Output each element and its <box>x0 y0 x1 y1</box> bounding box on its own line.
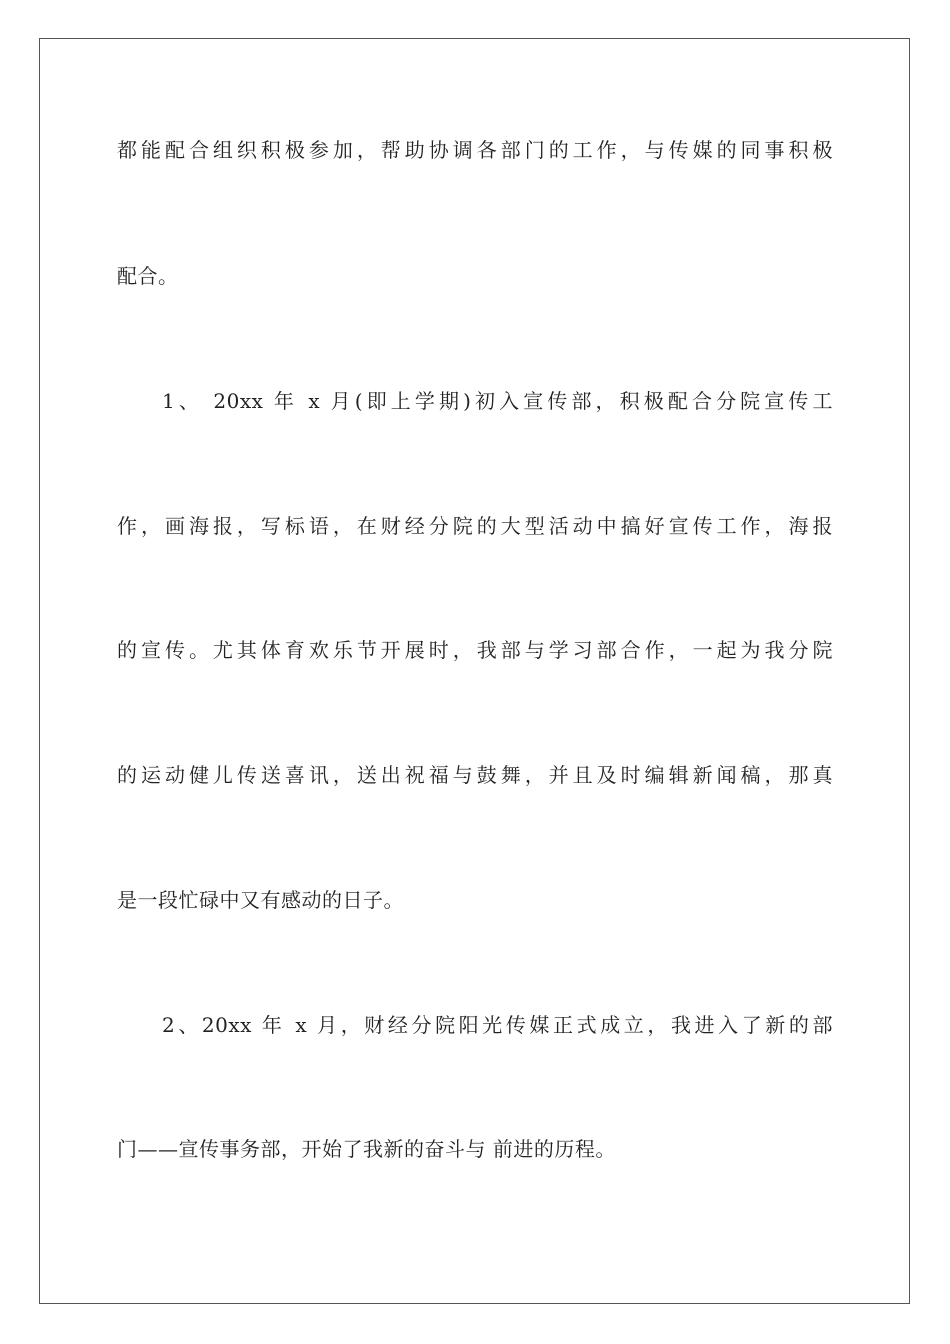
text-line-4: 作，画海报，写标语，在财经分院的大型活动中搞好宣传工作，海报 <box>117 514 833 538</box>
text-line-3: 1、 20xx 年 x 月(即上学期)初入宣传部，积极配合分院宣传工 <box>162 389 833 413</box>
text-line-7: 是一段忙碌中又有感动的日子。 <box>117 888 404 912</box>
text-line-1: 都能配合组织积极参加，帮助协调各部门的工作，与传媒的同事积极 <box>117 138 833 162</box>
text-line-6: 的运动健儿传送喜讯，送出祝福与鼓舞，并且及时编辑新闻稿，那真 <box>117 763 833 787</box>
text-line-5: 的宣传。尤其体育欢乐节开展时，我部与学习部合作，一起为我分院 <box>117 638 833 662</box>
text-line-9: 门——宣传事务部，开始了我新的奋斗与 前进的历程。 <box>117 1137 616 1161</box>
page-border <box>39 38 910 1304</box>
text-line-8: 2、20xx 年 x 月，财经分院阳光传媒正式成立，我进入了新的部 <box>162 1013 833 1037</box>
text-line-2: 配合。 <box>117 264 179 288</box>
